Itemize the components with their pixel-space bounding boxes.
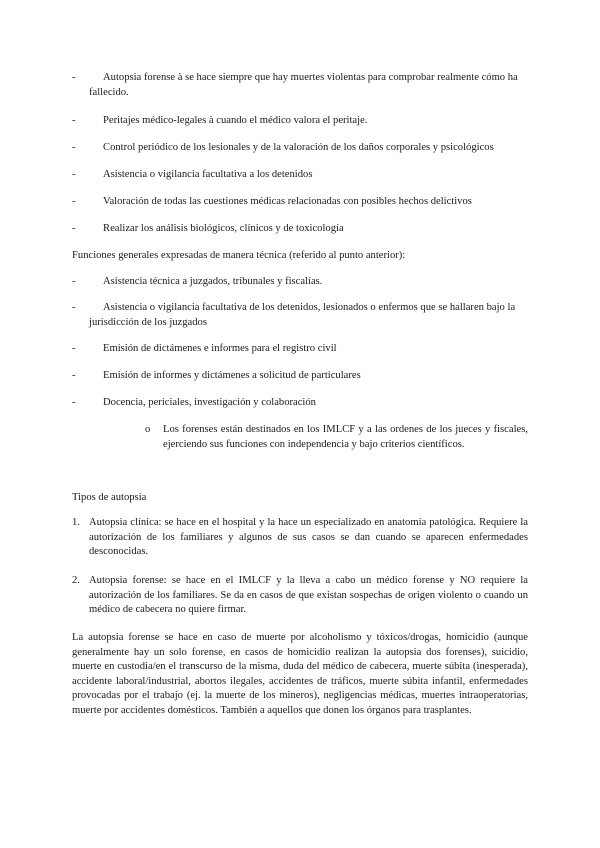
list-item-text: Asistencia o vigilancia facultativa a los detenidos <box>103 169 313 180</box>
list-item-text: Peritajes médico-legales à cuando el médico valora el peritaje. <box>103 115 368 126</box>
list-item-text: Asistencia o vigilancia facultativa de los detenidos, lesionados o enfermos que se hallaren bajo la jurisdicción de los juzgados <box>89 302 516 328</box>
circle-marker: o <box>145 424 151 435</box>
numbered-item-text: Autopsia forense: se hace en el IMLCF y la lleva a cabo un médico forense y NO requiere la autorización de los familiares. Se da en casos de que existan sospechas de origen violento o cuando un médico de cabecera no quiere firmar. <box>89 575 528 615</box>
final-paragraph: La autopsia forense se hace en caso de muerte por alcoholismo y tóxicos/drogas, homicidio (aunque generalmente hay un solo forense, en casos de homicidio realizan la autopsia dos forenses), suicidio, muerte en custodia/en el transcurso de la misma, duda del médico de cabecera, muerte súbita (inesperada), accidente laboral/industrial, abortos ilegales, accidentes de tráficos, muerte súbita infantil, enfermedades provocadas por el trabajo (ej. la muerte de los mineros), negligencias médicas, muertes intraoperatorias, muerte por accidentes domésticos. También a aquellos que donen los órganos para trasplantes. <box>72 632 528 716</box>
list-item <box>72 222 532 237</box>
dash-marker: - <box>72 115 76 126</box>
list-item-text: Emisión de dictámenes e informes para el registro civil <box>103 343 337 354</box>
list-item-text: Emisión de informes y dictámenes a solicitud de particulares <box>103 370 361 381</box>
dash-marker: - <box>72 276 76 287</box>
dash-marker: - <box>72 196 76 207</box>
dash-marker: - <box>72 370 76 381</box>
numbered-item <box>72 516 528 560</box>
list-item <box>72 114 532 129</box>
dash-marker: - <box>72 302 76 313</box>
list-item <box>72 342 532 357</box>
dash-marker: - <box>72 142 76 153</box>
list-item-text: Realizar los análisis biológicos, clínicos y de toxicología <box>103 223 344 234</box>
dash-marker: - <box>72 397 76 408</box>
list-item-text: Autopsia forense à se hace siempre que hay muertes violentas para comprobar realmente cómo ha fallecido. <box>89 72 518 98</box>
section-heading-tipos: Tipos de autopsia <box>72 492 147 503</box>
dash-marker: - <box>72 343 76 354</box>
dash-marker: - <box>72 72 76 83</box>
list-item <box>72 168 532 183</box>
sub-list-item <box>145 423 528 452</box>
dash-marker: - <box>72 223 76 234</box>
numbered-item-text: Autopsia clínica: se hace en el hospital y la hace un especializado en anatomía patológica. Requiere la autorización de los familiares y algunos de sus casos se dan cuando se aparecen enfermedades desconocidas. <box>89 517 528 557</box>
list-item <box>72 275 532 290</box>
list-item <box>72 71 532 100</box>
item-number: 2. <box>72 575 80 586</box>
numbered-item <box>72 574 528 618</box>
list-item <box>72 195 532 210</box>
list-item-text: Docencia, periciales, investigación y colaboración <box>103 397 316 408</box>
sub-list-item-text: Los forenses están destinados en los IMLCF y a las ordenes de los jueces y fiscales, ejerciendo sus funciones con independencia y bajo criterios científicos. <box>163 424 528 450</box>
section-heading-funciones: Funciones generales expresadas de manera técnica (referido al punto anterior): <box>72 250 406 261</box>
list-item <box>72 369 532 384</box>
list-item <box>72 396 532 411</box>
dash-marker: - <box>72 169 76 180</box>
list-item-text: Asistencia técnica a juzgados, tribunales y fiscalías. <box>103 276 323 287</box>
list-item-text: Control periódico de los lesionales y de la valoración de los daños corporales y psicológicos <box>103 142 494 153</box>
list-item <box>72 141 532 156</box>
list-item <box>72 301 532 330</box>
item-number: 1. <box>72 517 80 528</box>
list-item-text: Valoración de todas las cuestiones médicas relacionadas con posibles hechos delictivos <box>103 196 472 207</box>
